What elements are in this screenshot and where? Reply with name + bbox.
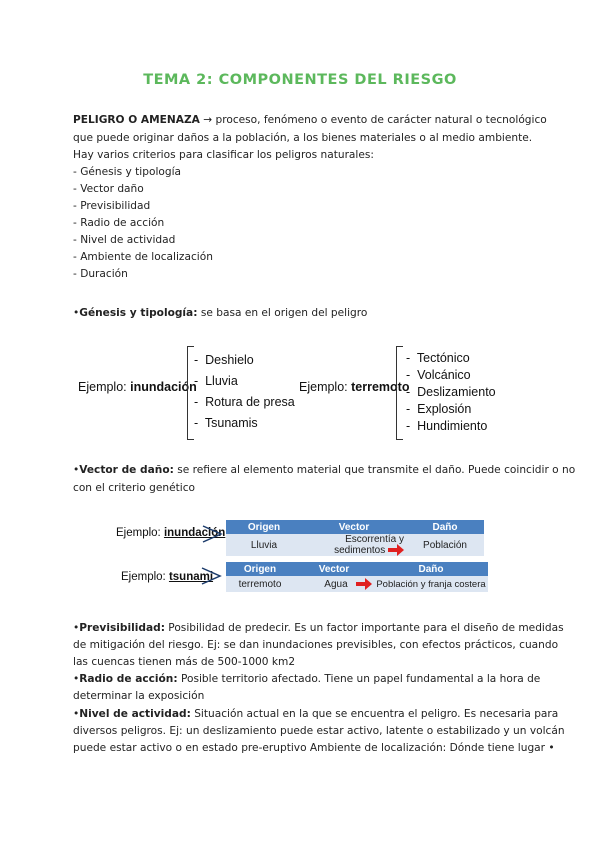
example-prefix: Ejemplo: [116,527,161,539]
criteria-intro: Hay varios criterios para clasificar los peligros naturales: [73,149,374,161]
genesis-example-2-list [406,350,496,435]
nivel-text: Situación actual en la que se encuentra el peligro. Es necesaria para [190,708,559,720]
genesis-text: se basa en el origen del peligro [197,307,368,319]
previsibilidad-line-1 [73,620,564,637]
bullet: • [73,622,80,634]
genesis-example-1-label [78,380,197,394]
previsibilidad-text: Posibilidad de predecir. Es un factor importante para el diseño de medidas [164,622,564,634]
header-origen: Origen [226,562,294,576]
vector-label: Vector de daño: [79,464,174,476]
red-arrow-icon [356,580,372,588]
previsibilidad-line-3: las cuencas tienen más de 500-1000 km2 [73,656,296,668]
header-vector: Vector [294,562,374,576]
nivel-label: Nivel de actividad: [79,708,191,720]
bullet: • [73,464,80,476]
bullet: • [73,307,80,319]
brace-left-1 [187,346,194,440]
list-item: - Deslizamiento [406,385,496,399]
nivel-line-3: puede estar activo o en estado pre-eruptivo Ambiente de localización: Dónde tiene lugar • [73,742,555,754]
list-item: - Tectónico [406,351,470,365]
previsibilidad-line-2: de mitigación del riesgo. Ej: se dan inundaciones previsibles, con efectos prácticos, cuando [73,639,559,651]
vector-table-1 [226,520,484,556]
nivel-line-1 [73,706,558,723]
bullet: • [73,708,80,720]
bullet: • [73,673,80,685]
criteria-item: - Duración [73,268,128,280]
criteria-item: - Ambiente de localización [73,251,213,263]
example-prefix: Ejemplo: [299,380,348,394]
example-prefix: Ejemplo: [78,380,127,394]
list-item: - Tsunamis [194,416,258,430]
cell-origen: Lluvia [226,534,302,556]
cell-origen: terremoto [226,576,294,592]
genesis-heading [73,305,367,322]
header-origen: Origen [226,520,302,534]
intro-line-1 [73,112,547,129]
genesis-label: Génesis y tipología: [79,307,198,319]
radio-line-1 [73,671,540,688]
previsibilidad-label: Previsibilidad: [79,622,165,634]
vector-text-2: con el criterio genético [73,482,196,494]
cell-vector: Escorrentía y sedimentos [302,534,406,556]
cell-dano: Población [406,534,484,556]
example-prefix: Ejemplo: [121,571,166,583]
red-arrow-icon [388,546,404,554]
nivel-line-2: diversos peligros. Ej: un deslizamiento puede estar activo, latente o estabilizado y un volcán [73,725,565,737]
example-word: inundación [130,380,197,394]
list-item: - Volcánico [406,368,471,382]
intro-term: PELIGRO O AMENAZA [73,114,200,126]
criteria-list [73,164,213,283]
criteria-item: - Vector daño [73,183,144,195]
intro-def-1: proceso, fenómeno o evento de carácter natural o tecnológico [212,114,547,126]
list-item: - Hundimiento [406,419,488,433]
genesis-example-2-label [299,380,409,394]
brace-left-2 [396,346,403,440]
header-dano: Daño [406,520,484,534]
criteria-item: - Radio de acción [73,217,165,229]
chevron-right-icon [200,566,224,586]
radio-line-2: determinar la exposición [73,690,205,702]
header-dano: Daño [374,562,488,576]
list-item: - Lluvia [194,374,238,388]
criteria-item: - Génesis y tipología [73,166,182,178]
criteria-item: - Nivel de actividad [73,234,176,246]
example-word: terremoto [351,380,410,394]
intro-def-2: que puede originar daños a la población, a los bienes materiales o al medio ambiente. [73,132,533,144]
radio-text: Posible territorio afectado. Tiene un papel fundamental a la hora de [177,673,541,685]
cell-dano: Población y franja costera [374,576,488,592]
chevron-right-icon [201,524,225,544]
page-title: TEMA 2: COMPONENTES DEL RIESGO [143,72,457,88]
list-item: - Rotura de presa [194,395,295,409]
list-item: - Explosión [406,402,472,416]
vector-text-1: se refiere al elemento material que transmite el daño. Puede coincidir o no [173,464,576,476]
cell-vector: Agua [294,576,374,592]
example-word: tsunami [168,571,214,583]
vector-heading [73,462,575,479]
vector-table-2 [226,562,488,592]
radio-label: Radio de acción: [79,673,178,685]
genesis-example-1-list [194,352,295,432]
header-vector: Vector [302,520,406,534]
example-word: inundación [163,527,226,539]
criteria-item: - Previsibilidad [73,200,151,212]
intro-arrow: → [203,114,213,126]
list-item: - Deshielo [194,353,254,367]
